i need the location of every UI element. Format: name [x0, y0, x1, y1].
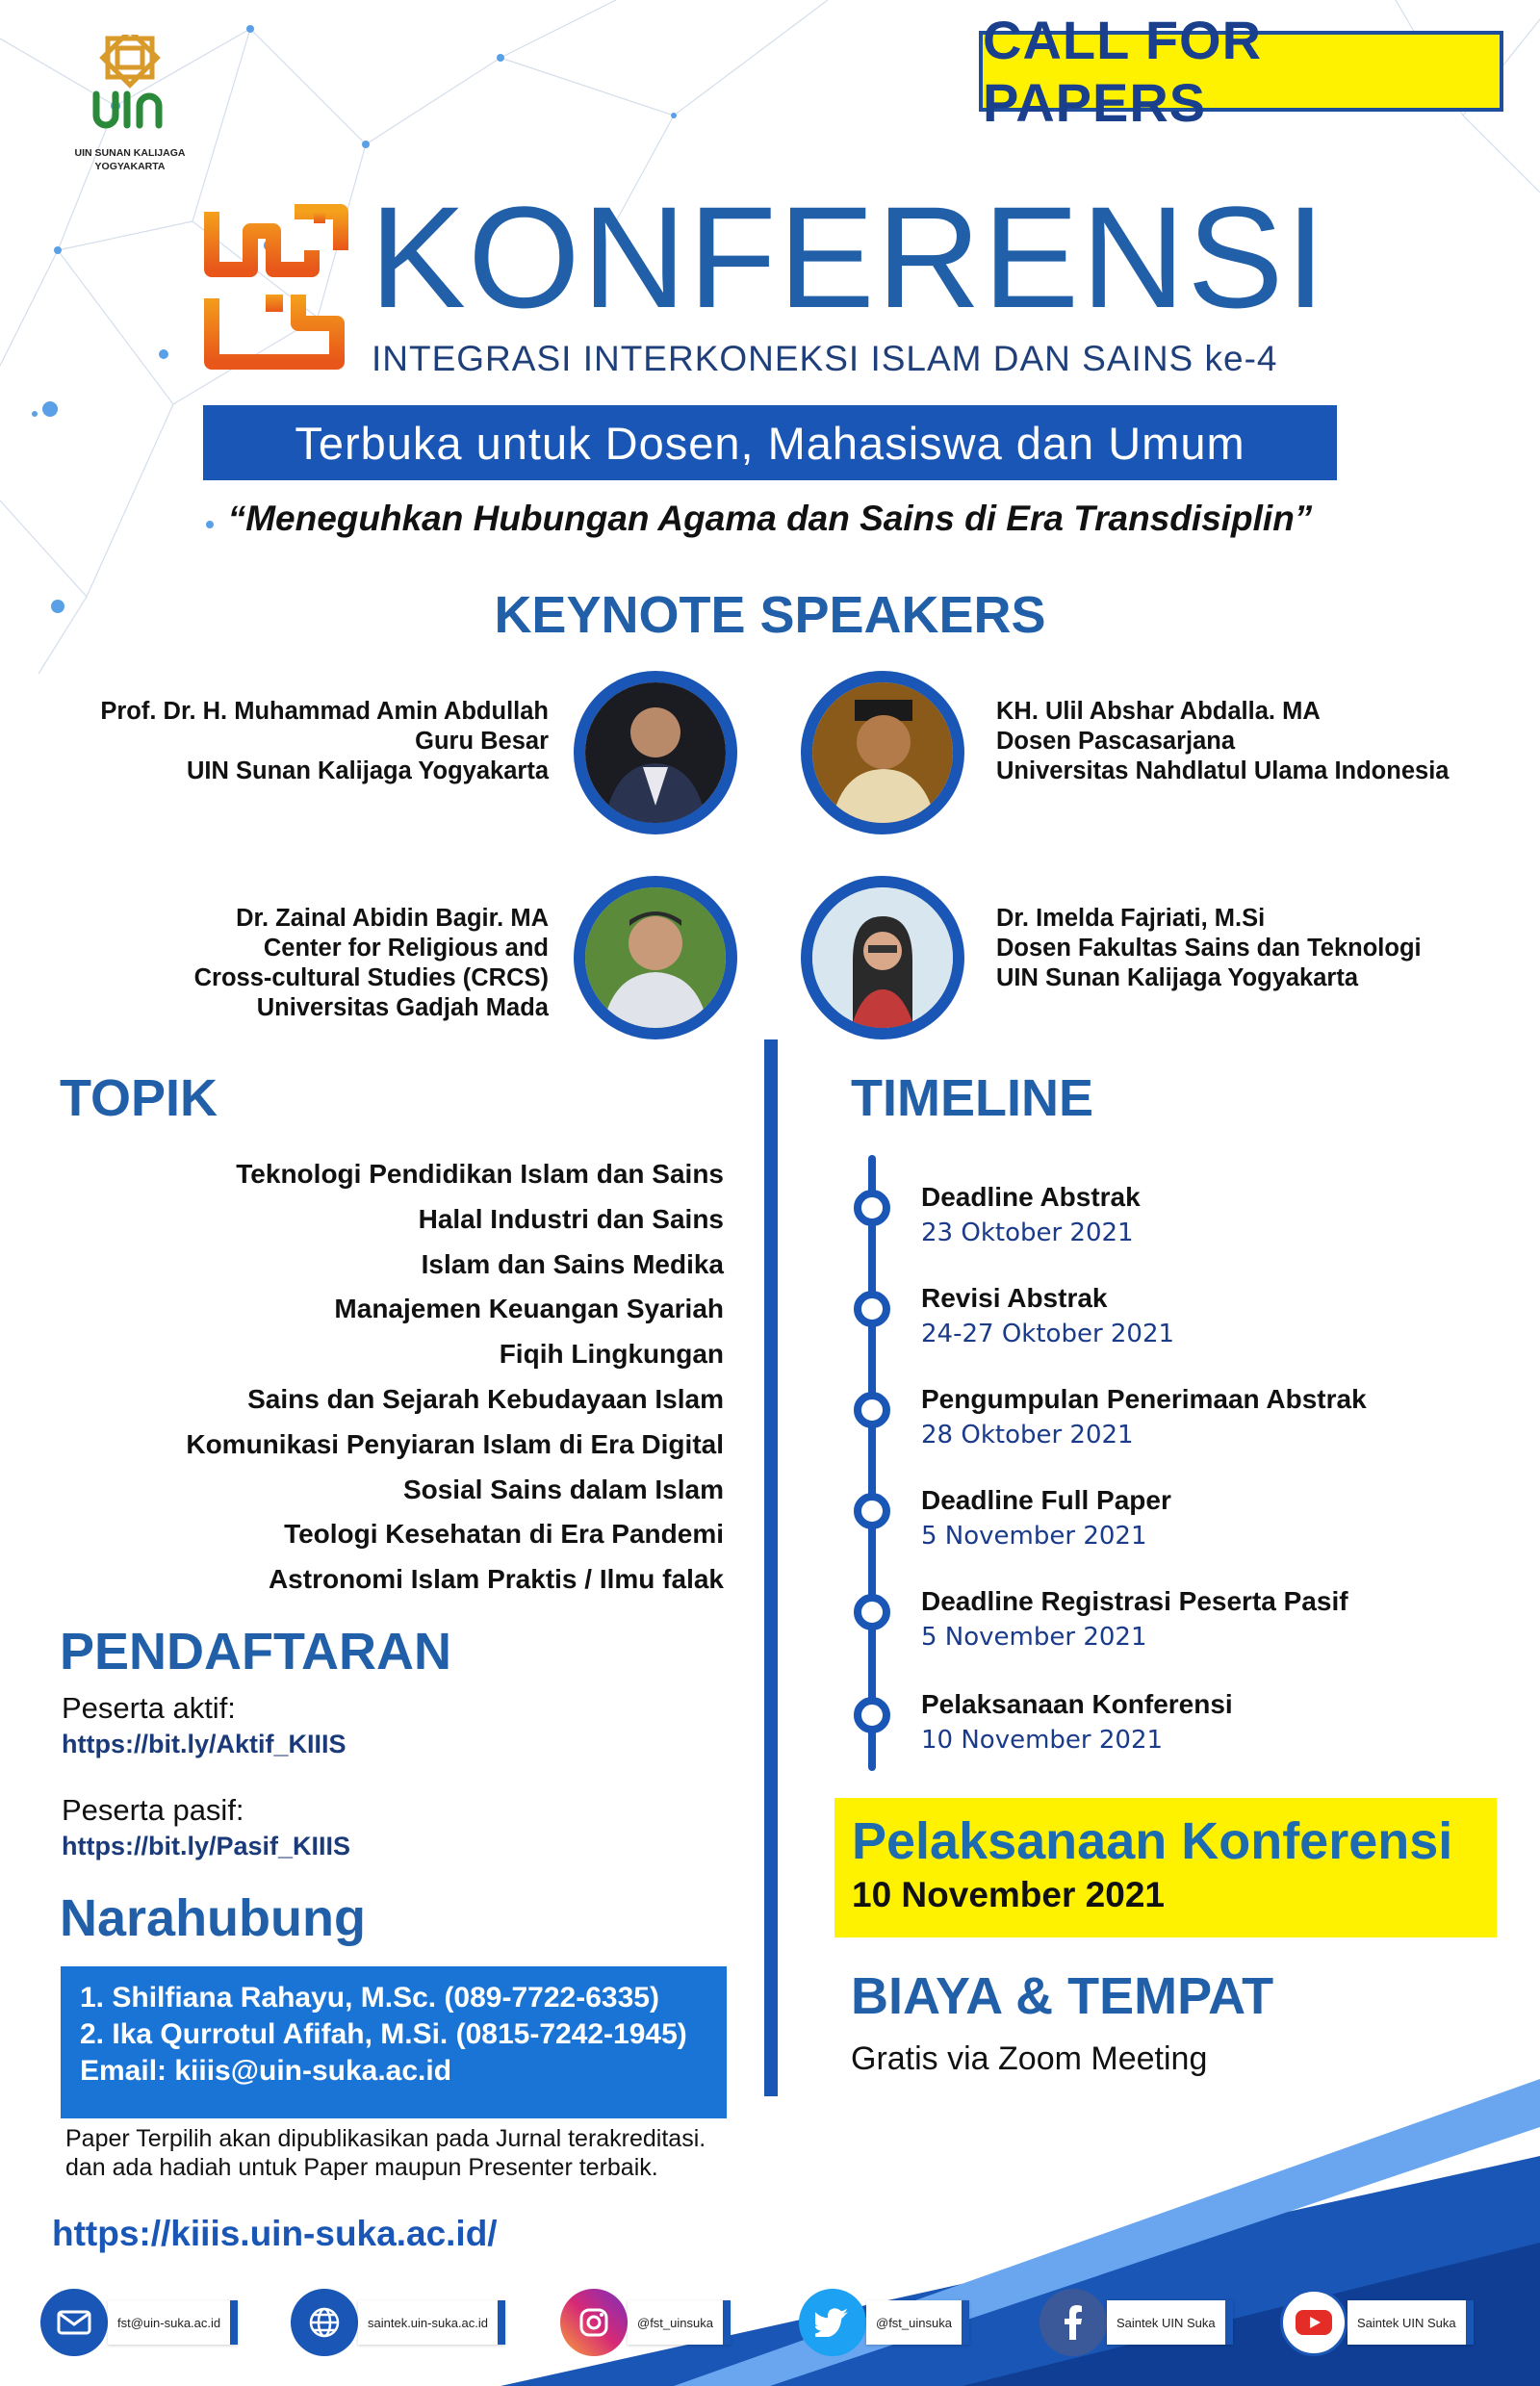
peserta-pasif-label: Peserta pasif:	[62, 1793, 244, 1827]
topik-item: Islam dan Sains Medika	[421, 1248, 724, 1279]
social-instagram-label: @fst_uinsuka	[628, 2300, 731, 2345]
timeline-item-title: Pengumpulan Penerimaan Abstrak	[921, 1384, 1367, 1414]
timeline-line	[868, 1155, 876, 1771]
timeline-dot	[854, 1392, 890, 1428]
contact-2: 2. Ika Qurrotul Afifah, M.Si. (0815-7242-1945)	[80, 2018, 687, 2050]
facebook-icon	[1040, 2289, 1107, 2356]
topik-item: Astronomi Islam Praktis / Ilmu falak	[268, 1564, 724, 1595]
timeline-item	[921, 1586, 1348, 1652]
timeline-item	[921, 1283, 1174, 1348]
contact-email[interactable]: Email: kiiis@uin-suka.ac.id	[80, 2055, 452, 2087]
timeline-item	[921, 1384, 1367, 1450]
social-facebook-label: Saintek UIN Suka	[1107, 2300, 1233, 2345]
timeline-item	[921, 1182, 1141, 1247]
speaker-1-portrait	[574, 671, 737, 834]
timeline-item-title: Deadline Abstrak	[921, 1182, 1141, 1212]
twitter-icon	[799, 2289, 866, 2356]
speaker-4-name: Dr. Imelda Fajriati, M.Si	[996, 905, 1266, 932]
speaker-1-affiliation: UIN Sunan Kalijaga Yogyakarta	[186, 757, 549, 784]
timeline-item-date: 28 Oktober 2021	[921, 1421, 1134, 1450]
social-email-label: fst@uin-suka.ac.id	[108, 2300, 238, 2345]
timeline-dot	[854, 1697, 890, 1733]
speaker-3-affiliation-line2: Cross-cultural Studies (CRCS)	[193, 964, 549, 991]
narahubung-heading: Narahubung	[60, 1889, 366, 1947]
speaker-4-portrait	[801, 876, 964, 1039]
speaker-1-role: Guru Besar	[415, 728, 549, 755]
note-line-2: dan ada hadiah untuk Paper maupun Presenter terbaik.	[65, 2154, 658, 2181]
peserta-aktif-link[interactable]: https://bit.ly/Aktif_KIIIS	[62, 1730, 346, 1758]
globe-icon	[291, 2289, 358, 2356]
social-website-label: saintek.uin-suka.ac.id	[358, 2300, 505, 2345]
topik-item: Sosial Sains dalam Islam	[402, 1474, 724, 1504]
speaker-3-affiliation-line3: Universitas Gadjah Mada	[256, 994, 549, 1021]
topik-item: Teknologi Pendidikan Islam dan Sains	[236, 1159, 724, 1189]
instagram-icon	[560, 2289, 628, 2356]
topik-item: Fiqih Lingkungan	[499, 1339, 724, 1370]
speaker-2-info	[996, 697, 1449, 786]
timeline-dot	[854, 1190, 890, 1226]
audience-banner: Terbuka untuk Dosen, Mahasiswa dan Umum	[203, 405, 1337, 480]
speaker-2-portrait	[801, 671, 964, 834]
speaker-2-role: Dosen Pascasarjana	[996, 728, 1236, 755]
peserta-aktif-label: Peserta aktif:	[62, 1691, 236, 1725]
topik-list	[186, 1152, 724, 1603]
topik-item: Sains dan Sejarah Kebudayaan Islam	[247, 1383, 724, 1414]
keynote-heading: KEYNOTE SPEAKERS	[494, 586, 1046, 644]
speaker-2-name: KH. Ulil Abshar Abdalla. MA	[996, 698, 1321, 725]
topik-item: Manajemen Keuangan Syariah	[334, 1294, 724, 1324]
timeline-item-title: Deadline Full Paper	[921, 1485, 1171, 1515]
publication-note	[65, 2124, 706, 2182]
speaker-4-info	[996, 904, 1422, 993]
topik-item: Komunikasi Penyiaran Islam di Era Digital	[186, 1428, 724, 1459]
timeline-item-date: 5 November 2021	[921, 1623, 1147, 1652]
timeline-item	[921, 1689, 1233, 1755]
timeline-item-title: Deadline Registrasi Peserta Pasif	[921, 1586, 1348, 1616]
call-for-papers-badge: CALL FOR PAPERS	[979, 31, 1503, 112]
timeline-item	[921, 1485, 1171, 1551]
social-website[interactable]	[291, 2289, 505, 2356]
social-youtube-label: Saintek UIN Suka	[1348, 2300, 1474, 2345]
contact-1: 1. Shilfiana Rahayu, M.Sc. (089-7722-6335)	[80, 1982, 659, 2014]
speaker-4-role: Dosen Fakultas Sains dan Teknologi	[996, 935, 1422, 962]
uin-caption-line2: YOGYAKARTA	[94, 161, 166, 172]
social-youtube[interactable]	[1280, 2289, 1474, 2356]
timeline-dot	[854, 1291, 890, 1327]
timeline-item-date: 24-27 Oktober 2021	[921, 1320, 1175, 1348]
timeline-dot	[854, 1594, 890, 1630]
social-facebook[interactable]	[1040, 2289, 1233, 2356]
timeline-item-title: Revisi Abstrak	[921, 1283, 1108, 1313]
uin-logo	[67, 35, 192, 179]
pelaksanaan-date: 10 November 2021	[852, 1875, 1165, 1914]
social-email[interactable]	[40, 2289, 238, 2356]
timeline-item-date: 23 Oktober 2021	[921, 1219, 1134, 1247]
uin-caption-line1: UIN SUNAN KALIJAGA	[74, 147, 186, 159]
website-link[interactable]: https://kiiis.uin-suka.ac.id/	[52, 2214, 498, 2253]
timeline-dot	[854, 1493, 890, 1529]
uin-emblem-icon	[87, 35, 173, 141]
timeline-heading: TIMELINE	[851, 1069, 1093, 1127]
youtube-icon	[1280, 2289, 1348, 2356]
topik-heading: TOPIK	[60, 1069, 218, 1127]
social-twitter-label: @fst_uinsuka	[866, 2300, 969, 2345]
speaker-3-portrait	[574, 876, 737, 1039]
timeline-item-date: 10 November 2021	[921, 1726, 1164, 1755]
social-instagram[interactable]	[560, 2289, 731, 2356]
speaker-4-affiliation: UIN Sunan Kalijaga Yogyakarta	[996, 964, 1359, 991]
column-divider	[764, 1039, 778, 2096]
topik-item: Halal Industri dan Sains	[418, 1203, 724, 1234]
speaker-1-name: Prof. Dr. H. Muhammad Amin Abdullah	[100, 698, 549, 725]
note-line-1: Paper Terpilih akan dipublikasikan pada Jurnal terakreditasi.	[65, 2125, 706, 2152]
contact-box	[61, 1966, 727, 2118]
timeline-item-title: Pelaksanaan Konferensi	[921, 1689, 1233, 1719]
topik-item: Teologi Kesehatan di Era Pandemi	[284, 1519, 724, 1550]
speaker-3-affiliation-line1: Center for Religious and	[263, 935, 549, 962]
speaker-1-info	[100, 697, 549, 786]
social-twitter[interactable]	[799, 2289, 969, 2356]
conference-title: KONFERENSI	[370, 176, 1328, 338]
email-icon	[40, 2289, 108, 2356]
speaker-2-affiliation: Universitas Nahdlatul Ulama Indonesia	[996, 757, 1450, 784]
speaker-3-info	[194, 904, 549, 1023]
pelaksanaan-title: Pelaksanaan Konferensi	[852, 1812, 1453, 1870]
peserta-pasif-link[interactable]: https://bit.ly/Pasif_KIIIS	[62, 1832, 351, 1860]
konferensi-logo-icon	[198, 202, 350, 372]
conference-theme: “Meneguhkan Hubungan Agama dan Sains di Era Transdisiplin”	[227, 499, 1313, 538]
biaya-heading: BIAYA & TEMPAT	[851, 1967, 1274, 2025]
pendaftaran-heading: PENDAFTARAN	[60, 1623, 451, 1680]
pelaksanaan-highlight	[834, 1798, 1497, 1937]
conference-subtitle: INTEGRASI INTERKONEKSI ISLAM DAN SAINS ke-4	[372, 339, 1278, 378]
biaya-text: Gratis via Zoom Meeting	[851, 2040, 1208, 2077]
speaker-3-name: Dr. Zainal Abidin Bagir. MA	[236, 905, 549, 932]
timeline-item-date: 5 November 2021	[921, 1522, 1147, 1551]
